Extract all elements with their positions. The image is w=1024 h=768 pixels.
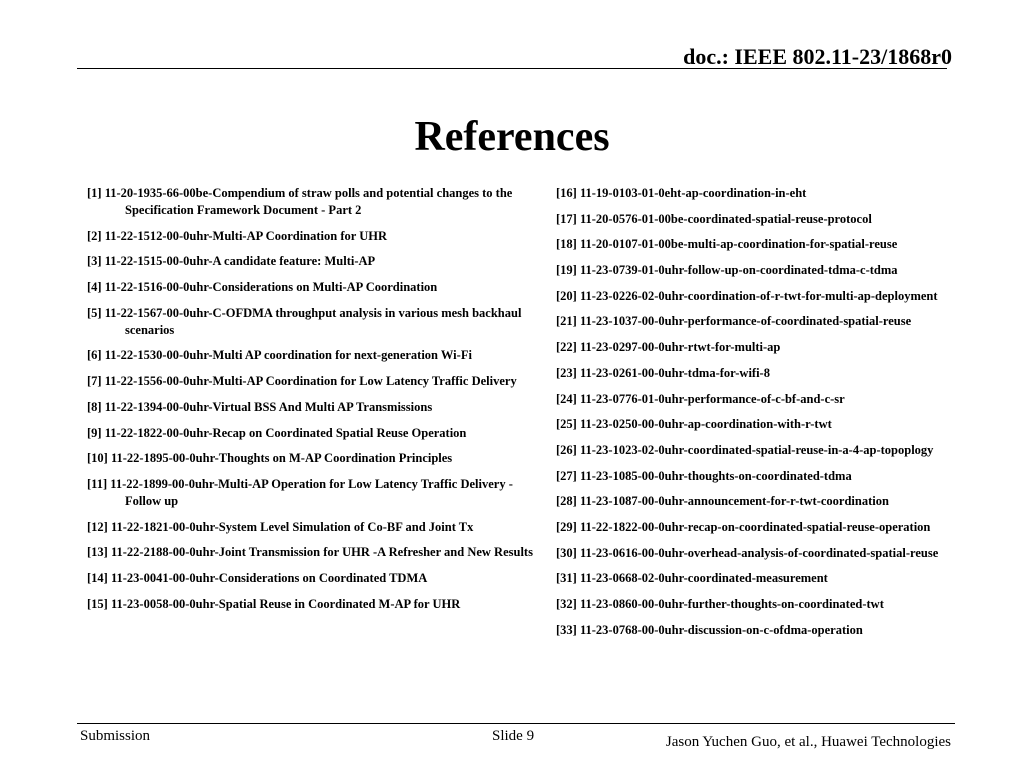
reference-item: [29] 11-22-1822-00-0uhr-recap-on-coordinated-spatial-reuse-operation: [556, 519, 931, 534]
reference-item: [32] 11-23-0860-00-0uhr-further-thoughts-on-coordinated-twt: [556, 597, 884, 611]
reference-item: [20] 11-23-0226-02-0uhr-coordination-of-r-twt-for-multi-ap-deployment: [556, 288, 938, 303]
reference-list-right: [556, 185, 1006, 647]
reference-item: [13] 11-22-2188-00-0uhr-Joint Transmission for UHR -A Refresher and New Results: [87, 545, 533, 560]
reference-item: [26] 11-23-1023-02-0uhr-coordinated-spatial-reuse-in-a-4-ap-topoplogy: [556, 442, 934, 457]
reference-list-left: [87, 185, 537, 621]
slide-number: Slide 9: [492, 728, 535, 744]
slide-title: References: [414, 114, 610, 160]
reference-item: [17] 11-20-0576-01-00be-coordinated-spatial-reuse-protocol: [556, 211, 872, 226]
reference-item: [11] 11-22-1899-00-0uhr-Multi-AP Operation for Low Latency Traffic Delivery - Follow up: [87, 476, 513, 508]
reference-item: [6] 11-22-1530-00-0uhr-Multi AP coordination for next-generation Wi-Fi: [87, 348, 472, 363]
footer-submission: Submission: [80, 728, 151, 744]
reference-item: [10] 11-22-1895-00-0uhr-Thoughts on M-AP Coordination Principles: [87, 451, 453, 466]
footer-divider: [77, 723, 955, 724]
header-divider: [77, 68, 947, 69]
reference-item: [33] 11-23-0768-00-0uhr-discussion-on-c-ofdma-operation: [556, 622, 863, 637]
footer-author: Jason Yuchen Guo, et al., Huawei Technologies: [665, 734, 951, 750]
reference-item: [8] 11-22-1394-00-0uhr-Virtual BSS And Multi AP Transmissions: [87, 399, 433, 414]
reference-item: [7] 11-22-1556-00-0uhr-Multi-AP Coordination for Low Latency Traffic Delivery: [87, 374, 517, 389]
reference-item: [1] 11-20-1935-66-00be-Compendium of straw polls and potential changes to the Specification Framework Document - Part 2: [87, 186, 513, 217]
reference-item: [5] 11-22-1567-00-0uhr-C-OFDMA throughput analysis in various mesh backhaul scenarios: [87, 305, 522, 337]
reference-item: [15] 11-23-0058-00-0uhr-Spatial Reuse in Coordinated M-AP for UHR: [87, 596, 461, 611]
reference-item: [25] 11-23-0250-00-0uhr-ap-coordination-with-r-twt: [556, 417, 832, 432]
reference-item: [23] 11-23-0261-00-0uhr-tdma-for-wifi-8: [556, 365, 770, 380]
reference-item: [16] 11-19-0103-01-0eht-ap-coordination-in-eht: [556, 186, 807, 200]
reference-item: [28] 11-23-1087-00-0uhr-announcement-for-r-twt-coordination: [556, 494, 889, 509]
reference-item: [3] 11-22-1515-00-0uhr-A candidate feature: Multi-AP: [87, 254, 376, 269]
reference-item: [30] 11-23-0616-00-0uhr-overhead-analysis-of-coordinated-spatial-reuse: [556, 545, 939, 560]
reference-item: [22] 11-23-0297-00-0uhr-rtwt-for-multi-ap: [556, 340, 781, 355]
reference-item: [12] 11-22-1821-00-0uhr-System Level Simulation of Co-BF and Joint Tx: [87, 519, 474, 534]
reference-item: [4] 11-22-1516-00-0uhr-Considerations on Multi-AP Coordination: [87, 280, 438, 295]
reference-item: [9] 11-22-1822-00-0uhr-Recap on Coordinated Spatial Reuse Operation: [87, 425, 467, 440]
reference-item: [27] 11-23-1085-00-0uhr-thoughts-on-coordinated-tdma: [556, 468, 852, 483]
reference-item: [2] 11-22-1512-00-0uhr-Multi-AP Coordination for UHR: [87, 228, 387, 243]
reference-item: [24] 11-23-0776-01-0uhr-performance-of-c-bf-and-c-sr: [556, 391, 845, 406]
reference-item: [14] 11-23-0041-00-0uhr-Considerations on Coordinated TDMA: [87, 570, 428, 585]
reference-item: [31] 11-23-0668-02-0uhr-coordinated-measurement: [556, 571, 828, 586]
reference-item: [18] 11-20-0107-01-00be-multi-ap-coordination-for-spatial-reuse: [556, 237, 898, 252]
reference-item: [21] 11-23-1037-00-0uhr-performance-of-coordinated-spatial-reuse: [556, 314, 912, 329]
reference-item: [19] 11-23-0739-01-0uhr-follow-up-on-coordinated-tdma-c-tdma: [556, 263, 898, 278]
document-id: doc.: IEEE 802.11-23/1868r0: [683, 44, 952, 69]
